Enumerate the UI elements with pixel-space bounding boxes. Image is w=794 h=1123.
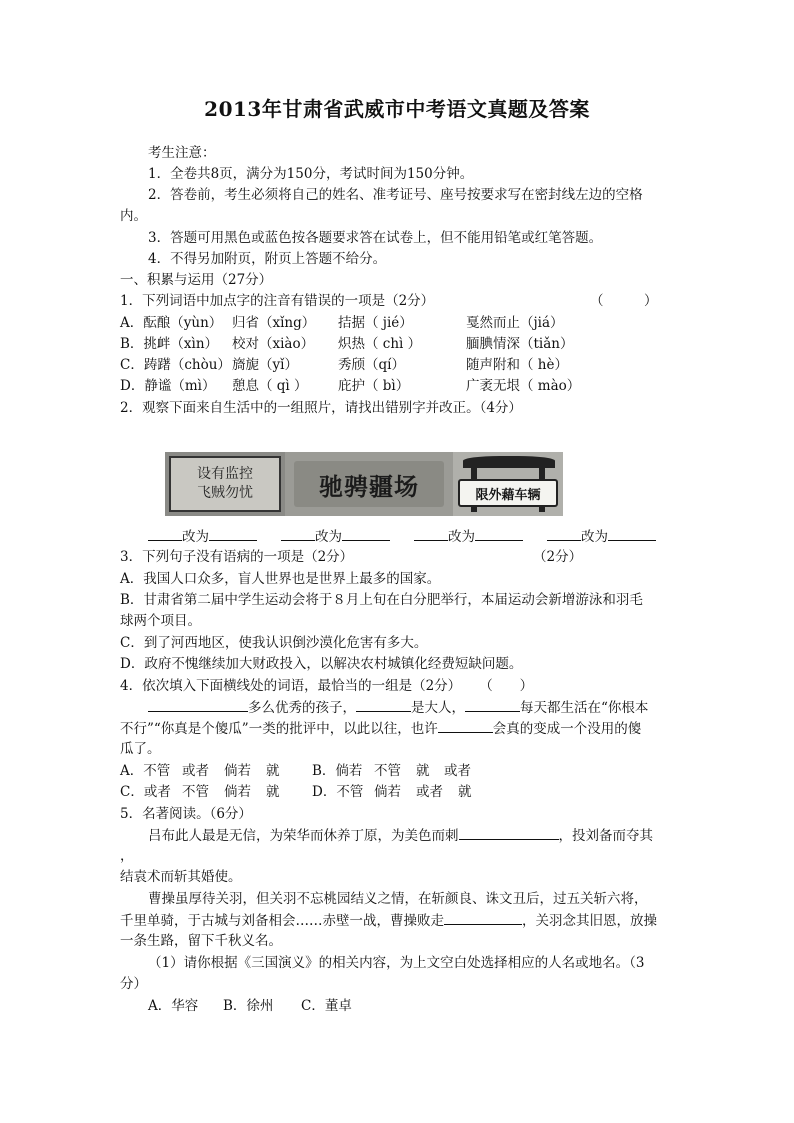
question-3-stem: 3．下列句子没有语病的一项是（2分） bbox=[120, 549, 354, 565]
question-2-stem: 2．观察下面来自生活中的一组照片，请找出错别字并改正。（4分） bbox=[120, 400, 522, 416]
sub-question: 分） bbox=[120, 976, 147, 992]
option-row-a: A．酝酿（yùn） 归省（xǐng） 拮据（ jié） 戛然而止（jiá） bbox=[120, 315, 564, 331]
answer-blank[interactable] bbox=[209, 526, 257, 541]
reading-paragraph: ， bbox=[120, 848, 134, 864]
choice-options: A．华容 B．徐州 C．董卓 bbox=[148, 998, 352, 1014]
option-row-d: D．静谧（mì） 憩息（ qì ） 庇护（ bì） 广袤无垠（ mào） bbox=[120, 378, 581, 394]
answer-bracket: （ ） bbox=[590, 293, 658, 309]
notice-heading: 考生注意： bbox=[148, 145, 216, 161]
photo-stadium-sign: 驰骋疆场 bbox=[285, 452, 453, 516]
section-heading: 一、积累与运用（27分） bbox=[120, 272, 273, 288]
notice-item: 2．答卷前，考生必须将自己的姓名、准考证号、座号按要求写在密封线左边的空格 bbox=[148, 187, 643, 203]
question-1-stem: 1．下列词语中加点字的注音有错误的一项是（2分） bbox=[120, 293, 435, 309]
answer-blank[interactable] bbox=[465, 697, 520, 712]
option-a: A．我国人口众多，盲人世界也是世界上最多的国家。 bbox=[120, 571, 441, 587]
answer-blank[interactable] bbox=[438, 718, 493, 733]
reading-paragraph: 曹操虽厚待关羽，但关羽不忘桃园结义之情，在斩颜良、诛文丑后，过五关斩六将， bbox=[148, 891, 648, 907]
reading-paragraph: 千里单骑，于古城与刘备相会……赤壁一战，曹操败走 ，关羽念其旧恩，放操 bbox=[120, 910, 657, 931]
correction-blanks: 改为 改为 改为 改为 bbox=[148, 526, 656, 547]
option-row-c: C．踌躇（chòu）旖旎（yǐ） 秀颀（qí） 随声附和（ hè） bbox=[120, 357, 568, 373]
reading-paragraph: 吕布此人最是无信，为荣华而休养丁原，为美色而刺 ，投刘备而夺其 bbox=[148, 825, 653, 846]
photo-strip bbox=[165, 452, 563, 516]
option-row-ab: A．不管 或者 倘若 就 B．倘若 不管 就 或者 bbox=[120, 763, 471, 779]
answer-blank[interactable] bbox=[444, 910, 522, 925]
notice-item: 4．不得另加附页，附页上答题不给分。 bbox=[148, 251, 387, 267]
notice-item: 1．全卷共8页，满分为150分，考试时间为150分钟。 bbox=[148, 166, 474, 182]
sub-question: （1）请你根据《三国演义》的相关内容，为上文空白处选择相应的人名或地名。（3 bbox=[148, 955, 645, 971]
option-b: B．甘肃省第二届中学生运动会将于８月上旬在白分肥举行，本届运动会新增游泳和羽毛 bbox=[120, 592, 643, 608]
reading-paragraph: 结袁术而斩其婚使。 bbox=[120, 869, 242, 885]
question-5-stem: 5．名著阅读。（6分） bbox=[120, 806, 252, 822]
option-c: C．到了河西地区，使我认识倒沙漠化危害有多大。 bbox=[120, 635, 428, 651]
option-row-b: B．挑衅（xìn） 校对（xiào） 炽热（ chì ） 腼腆情深（tiǎn） bbox=[120, 336, 574, 352]
answer-blank[interactable] bbox=[148, 697, 248, 712]
answer-blank[interactable] bbox=[342, 526, 390, 541]
fill-text-line: 多么优秀的孩子， 是大人， 每天都生活在“你根本 bbox=[148, 697, 648, 718]
answer-blank[interactable] bbox=[414, 526, 448, 541]
photo-gate-sign: 限外藉车辆 bbox=[453, 452, 563, 516]
option-row-cd: C．或者 不管 倘若 就 D．不管 倘若 或者 就 bbox=[120, 784, 472, 800]
fill-text-line: 不行”“你真是个傻瓜”一类的批评中，以此以往，也许 会真的变成一个没用的傻 bbox=[120, 718, 641, 739]
answer-blank[interactable] bbox=[356, 697, 411, 712]
answer-blank[interactable] bbox=[281, 526, 315, 541]
answer-blank[interactable] bbox=[547, 526, 581, 541]
score-label: （2分） bbox=[533, 549, 583, 565]
answer-blank[interactable] bbox=[148, 526, 182, 541]
option-d: D．政府不愧继续加大财政投入，以解决农村城镇化经费短缺问题。 bbox=[120, 656, 523, 672]
answer-blank[interactable] bbox=[608, 526, 656, 541]
option-b-cont: 球两个项目。 bbox=[120, 613, 201, 629]
photo-surveillance-sign: 设有监控 飞贼勿忧 bbox=[165, 452, 285, 516]
answer-blank[interactable] bbox=[459, 825, 559, 840]
notice-item: 3．答题可用黑色或蓝色按各题要求答在试卷上，但不能用铅笔或红笔答题。 bbox=[148, 230, 603, 246]
question-4-stem: 4．依次填入下面横线处的词语，最恰当的一组是（2分） （ ） bbox=[120, 678, 534, 694]
reading-paragraph: 一条生路，留下千秋义名。 bbox=[120, 933, 282, 949]
fill-text-line: 瓜了。 bbox=[120, 741, 161, 757]
notice-item: 内。 bbox=[120, 208, 147, 224]
page-title: 2013年甘肃省武威市中考语文真题及答案 bbox=[204, 97, 590, 121]
answer-blank[interactable] bbox=[475, 526, 523, 541]
